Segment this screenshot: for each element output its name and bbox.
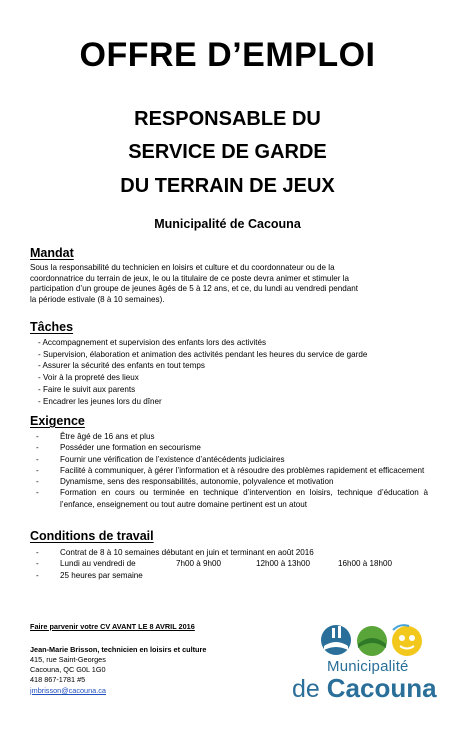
schedule-row (60, 558, 428, 569)
list-item: - Facilité à communiquer, à gérer l’information et à résoudre des problèmes rapidement et efficacement (36, 465, 428, 476)
list-item: - Être âgé de 16 ans et plus (36, 431, 428, 442)
position-title-line-3: DU TERRAIN DE JEUX (120, 175, 335, 197)
taches-list (38, 337, 367, 407)
schedule-item (36, 558, 428, 569)
section-heading-taches: Tâches (30, 320, 74, 334)
contact-details (30, 655, 106, 696)
list-item: - Voir à la propreté des lieux (38, 372, 367, 384)
email-link[interactable]: jmbrisson@cacouna.ca (30, 685, 106, 695)
mandat-line: coordonnatrice du terrain de jeux, le ou la titulaire de ce poste devra animer et stimuler la (30, 273, 349, 283)
logo-text: Municipalité (327, 658, 409, 675)
list-item: - Dynamisme, sens des responsabilités, autonomie, polyvalence et motivation (36, 476, 428, 487)
list-item: - Contrat de 8 à 10 semaines débutant en juin et terminant en août 2016 (36, 547, 428, 558)
position-title-line-2: SERVICE DE GARDE (128, 141, 327, 163)
conditions-list (36, 547, 428, 581)
list-item: - Formation en cours ou terminée en technique d’intervention en loisirs, technique d’éducation à l’enfance, enseignement ou tout autre domaine pertinent est un atout (36, 487, 428, 510)
address-line: Cacouna, QC G0L 1G0 (30, 665, 106, 675)
logo-name: Cacouna (326, 673, 437, 703)
logo-prefix: de (292, 675, 327, 703)
list-item: - 25 heures par semaine (36, 570, 428, 581)
list-item: - Posséder une formation en secourisme (36, 442, 428, 453)
schedule-label: - Lundi au vendredi de (60, 559, 136, 569)
schedule-slot: 12h00 à 13h00 (256, 559, 311, 569)
exigence-list (36, 431, 428, 510)
page-title: OFFRE D’EMPLOI (79, 36, 376, 74)
list-item: - Assurer la sécurité des enfants en tout temps (38, 360, 367, 372)
section-heading-conditions: Conditions de travail (30, 529, 154, 543)
municipality-name: Municipalité de Cacouna (154, 217, 301, 231)
mandat-line: Sous la responsabilité du technicien en loisirs et culture et du coordonnateur ou de la (30, 263, 335, 272)
section-heading-mandat: Mandat (30, 246, 74, 260)
mandat-line: la période estivale (8 à 10 semaines). (30, 295, 165, 305)
list-item: - Accompagnement et supervision des enfants lors des activités (38, 337, 367, 349)
address-line: 415, rue Saint-Georges (30, 655, 106, 664)
position-title-line-1: RESPONSABLE DU (134, 108, 321, 130)
section-heading-exigence: Exigence (30, 414, 85, 428)
phone-number: 418 867-1781 #5 (30, 675, 86, 685)
list-item: - Supervision, élaboration et animation des activités pendant les heures du service de garde (38, 349, 367, 361)
mandat-paragraph (30, 263, 430, 306)
list-item: - Encadrer les jeunes lors du dîner (38, 396, 367, 408)
list-item: - Fournir une vérification de l’existence d’antécédents judiciaires (36, 454, 428, 465)
schedule-slot: 7h00 à 9h00 (176, 559, 222, 569)
mandat-line: participation d’un groupe de jeunes âgés de 5 à 12 ans, et ce, du lundi au vendredi pendant (30, 284, 359, 294)
schedule-slot: 16h00 à 18h00 (338, 559, 393, 569)
list-item: - Faire le suivit aux parents (38, 384, 367, 396)
cv-deadline-notice: Faire parvenir votre CV AVANT LE 8 AVRIL 2016 (30, 622, 195, 631)
logo-text (292, 673, 437, 704)
contact-name: Jean-Marie Brisson, technicien en loisirs et culture (30, 645, 207, 654)
